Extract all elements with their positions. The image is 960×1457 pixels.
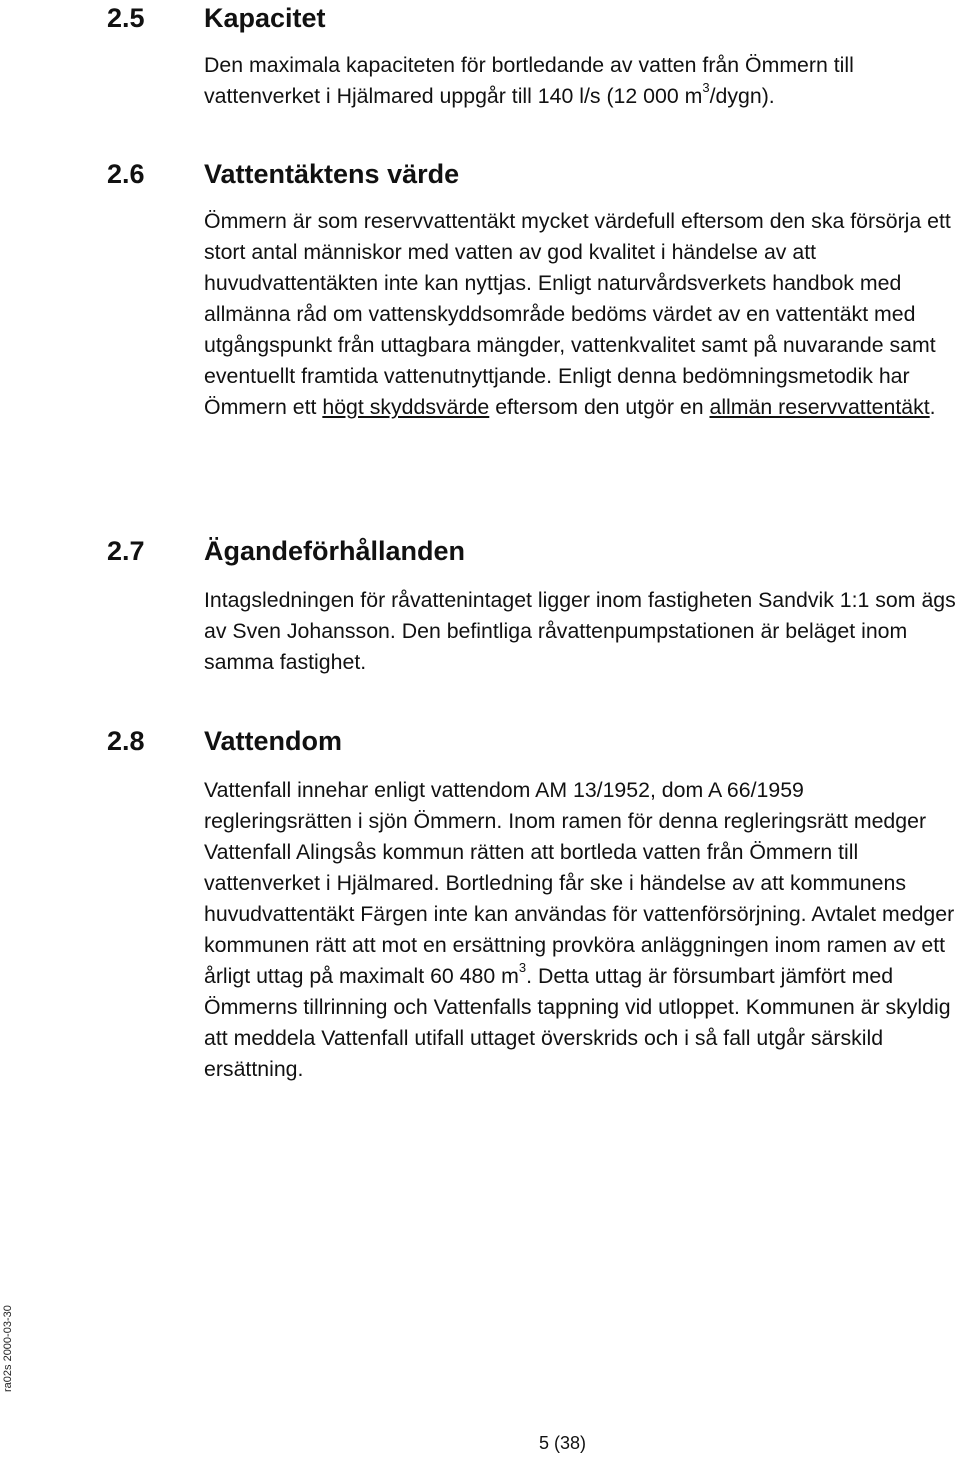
page-number: 5 (38) bbox=[538, 1433, 587, 1453]
paragraph-text: Ömmern är som reservvattentäkt mycket värdefull eftersom den ska försörja ett stort antal människor med vatten av god kvalitet i händelse av att huvudvattentäkten inte kan nyttjas. Enligt naturvårdsverkets handbok med allmänna råd om vattenskyddsområde bedöms värdet av en vattentäkt med utgångspunkt från uttagbara mängder, vattenkvalitet samt på nuvarande samt eventuellt framtida vattenutnyttjande. Enligt denna bedömningsmetodik har Ömmern ett bbox=[204, 209, 951, 419]
section-heading bbox=[0, 535, 960, 575]
section-title: Vattentäktens värde bbox=[204, 159, 460, 189]
superscript: 3 bbox=[702, 79, 710, 95]
document-code: ra02s 2000-03-30 bbox=[2, 1305, 14, 1392]
paragraph-text: Den maximala kapaciteten för bortledande av vatten från Ömmern till vattenverket i Hjälmared uppgår till 140 l/s (12 000 m bbox=[204, 53, 854, 108]
section-2-8 bbox=[0, 725, 960, 1081]
underlined-text: högt skyddsvärde bbox=[322, 395, 490, 419]
section-title: Kapacitet bbox=[204, 3, 326, 33]
section-number: 2.5 bbox=[107, 3, 145, 33]
section-paragraph bbox=[204, 775, 956, 1085]
section-paragraph: Intagsledningen för råvattenintaget ligger inom fastigheten Sandvik 1:1 som ägs av Sven Johansson. Den befintliga råvattenpumpstationen är beläget inom samma fastighet. bbox=[204, 588, 956, 674]
paragraph-text: . bbox=[929, 395, 936, 419]
paragraph-text: . Detta uttag är försumbart jämfört med Ömmerns tillrinning och Vattenfalls tappning vid utloppet. Kommunen är skyldig att meddela Vattenfall utifall uttaget överskrids och i så fall utgår särskild ersättning. bbox=[204, 964, 951, 1081]
section-paragraph bbox=[204, 206, 956, 423]
section-number: 2.6 bbox=[107, 159, 145, 189]
paragraph-text: Vattenfall innehar enligt vattendom AM 13/1952, dom A 66/1959 regleringsrätten i sjön Ömmern. Inom ramen för denna regleringsrätt medger Vattenfall Alingsås kommun rätten att bortleda vatten från Ömmern till vattenverket i Hjälmared. Bortledning får ske i händelse av att kommunens huvudvattentäkt Färgen inte kan användas för vattenförsörjning. Avtalet medger kommunen rätt att mot en ersättning provköra anläggningen inom ramen av ett årligt uttag på maximalt 60 480 m bbox=[204, 778, 955, 988]
section-number: 2.7 bbox=[107, 536, 145, 566]
section-heading bbox=[0, 2, 960, 42]
paragraph-text: eftersom den utgör en bbox=[489, 395, 710, 419]
section-2-5 bbox=[0, 2, 960, 108]
section-2-7 bbox=[0, 535, 960, 674]
section-heading bbox=[0, 158, 960, 198]
section-paragraph bbox=[204, 50, 956, 112]
section-title: Vattendom bbox=[204, 726, 343, 756]
section-number: 2.8 bbox=[107, 726, 145, 756]
section-heading bbox=[0, 725, 960, 765]
section-2-6 bbox=[0, 158, 960, 419]
paragraph-text: /dygn). bbox=[709, 84, 775, 108]
underlined-text: allmän reservvattentäkt bbox=[709, 395, 930, 419]
superscript: 3 bbox=[518, 959, 527, 975]
section-title: Ägandeförhållanden bbox=[204, 536, 466, 566]
